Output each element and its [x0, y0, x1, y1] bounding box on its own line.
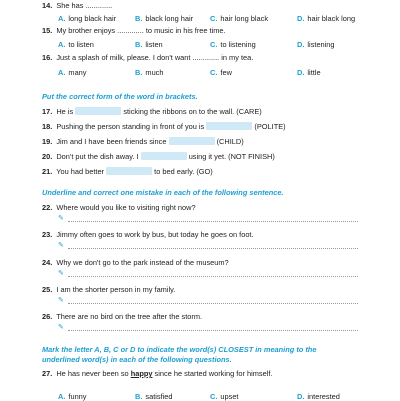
question-text: He is: [56, 107, 74, 116]
option-text: many: [68, 68, 87, 77]
question-text: sticking the ribbons on to the wall. (CARE): [123, 107, 262, 116]
option-text: to listen: [68, 40, 94, 49]
pen-icon: ✎: [58, 297, 64, 304]
option-d[interactable]: [297, 40, 335, 49]
question-number: 23.: [42, 230, 53, 239]
question-text: Why we don't go to the park instead of the museum?: [56, 258, 229, 267]
option-text: long black hair: [68, 14, 117, 23]
question-text: Just a splash of milk, please. I don't want ............. in my tea.: [56, 53, 254, 62]
option-letter: B.: [135, 68, 143, 77]
option-letter: A.: [58, 40, 66, 49]
question-number: 16.: [42, 53, 53, 62]
question-number: 25.: [42, 285, 53, 294]
question-24: [42, 258, 229, 267]
option-letter: B.: [135, 40, 143, 49]
question-22: [42, 203, 196, 212]
option-letter: A.: [58, 68, 66, 77]
question-text: There are no bird on the tree after the storm.: [56, 312, 203, 321]
option-letter: D.: [297, 392, 305, 401]
option-letter: A.: [58, 14, 66, 23]
question-number: 21.: [42, 167, 53, 176]
option-text: black long hair: [145, 14, 194, 23]
question-number: 17.: [42, 107, 53, 116]
question-26: [42, 312, 202, 321]
option-text: satisfied: [145, 392, 173, 401]
question-text: Jim and I have been friends since: [56, 137, 167, 146]
option-letter: B.: [135, 392, 143, 401]
option-letter: A.: [58, 392, 66, 401]
option-letter: B.: [135, 14, 143, 23]
question-20: [42, 152, 275, 161]
question-18: [42, 122, 286, 131]
option-b[interactable]: [135, 14, 193, 23]
option-text: listen: [145, 40, 163, 49]
answer-blank[interactable]: [106, 167, 152, 175]
section-heading-closest-line2: underlined word(s) in each of the following questions.: [42, 355, 232, 364]
answer-line-22[interactable]: [58, 215, 358, 225]
answer-blank[interactable]: [169, 137, 215, 145]
question-text: using it yet. (NOT FINISH): [188, 152, 275, 161]
question-number: 18.: [42, 122, 53, 131]
question-16: [42, 53, 253, 62]
underlined-word: happy: [130, 369, 153, 378]
question-text: My brother enjoys ............. to music in his free time.: [56, 26, 226, 35]
question-number: 26.: [42, 312, 53, 321]
question-text: She has .............: [56, 1, 113, 10]
question-text: He has never been so: [56, 369, 129, 378]
question-text: to bed early. (GO): [154, 167, 213, 176]
option-letter: C.: [210, 40, 218, 49]
section-heading-closest-line1: Mark the letter A, B, C or D to indicate the word(s) CLOSEST in meaning to the: [42, 345, 317, 354]
answer-blank[interactable]: [141, 152, 187, 160]
question-number: 20.: [42, 152, 53, 161]
option-letter: D.: [297, 68, 305, 77]
question-text: Where would you like to visiting right now?: [56, 203, 196, 212]
section-heading-word-form: Put the correct form of the word in brackets.: [42, 92, 198, 101]
question-text: Pushing the person standing in front of you is: [56, 122, 205, 131]
pen-icon: ✎: [58, 270, 64, 277]
option-text: hair black long: [307, 14, 356, 23]
pen-icon: ✎: [58, 324, 64, 331]
option-c[interactable]: [210, 68, 232, 77]
question-text: I am the shorter person in my family.: [56, 285, 176, 294]
question-15: [42, 26, 226, 35]
option-text: few: [220, 68, 232, 77]
option-text: interested: [307, 392, 340, 401]
pen-icon: ✎: [58, 242, 64, 249]
question-19: [42, 137, 244, 146]
question-number: 27.: [42, 369, 53, 378]
question-14: [42, 1, 112, 10]
option-text: upset: [220, 392, 239, 401]
question-number: 19.: [42, 137, 53, 146]
option-text: funny: [68, 392, 87, 401]
option-letter: C.: [210, 68, 218, 77]
option-text: little: [307, 68, 321, 77]
option-a[interactable]: [58, 14, 116, 23]
answer-line-26[interactable]: [58, 324, 358, 334]
question-text: Don't put the dish away. I: [56, 152, 139, 161]
option-text: to listening: [220, 40, 256, 49]
question-number: 15.: [42, 26, 53, 35]
question-text: You had better: [56, 167, 105, 176]
answer-blank[interactable]: [206, 122, 252, 130]
option-letter: D.: [297, 40, 305, 49]
option-text: much: [145, 68, 164, 77]
option-d[interactable]: [297, 14, 355, 23]
option-a[interactable]: [58, 40, 94, 49]
question-17: [42, 107, 262, 116]
question-number: 22.: [42, 203, 53, 212]
option-d[interactable]: [297, 68, 321, 77]
option-c[interactable]: [210, 40, 256, 49]
option-a[interactable]: [58, 68, 86, 77]
question-number: 14.: [42, 1, 53, 10]
question-21: [42, 167, 213, 176]
option-letter: C.: [210, 14, 218, 23]
answer-line-24[interactable]: [58, 270, 358, 280]
question-25: [42, 285, 175, 294]
option-b[interactable]: [135, 40, 163, 49]
question-text: since he started working for himself.: [154, 369, 273, 378]
question-number: 24.: [42, 258, 53, 267]
question-text: (POLITE): [254, 122, 286, 131]
option-c[interactable]: [210, 14, 268, 23]
option-letter: C.: [210, 392, 218, 401]
option-text: listening: [307, 40, 335, 49]
answer-line-23[interactable]: [58, 242, 358, 252]
question-23: [42, 230, 254, 239]
question-text: (CHILD): [216, 137, 244, 146]
pen-icon: ✎: [58, 215, 64, 222]
question-27: [42, 369, 272, 378]
option-letter: D.: [297, 14, 305, 23]
question-text: Jimmy often goes to work by bus, but today he goes on foot.: [56, 230, 254, 239]
option-text: hair long black: [220, 14, 269, 23]
answer-blank[interactable]: [75, 107, 121, 115]
section-heading-mistakes: Underline and correct one mistake in each of the following sentence.: [42, 188, 284, 197]
answer-line-25[interactable]: [58, 297, 358, 307]
option-b[interactable]: [135, 68, 163, 77]
